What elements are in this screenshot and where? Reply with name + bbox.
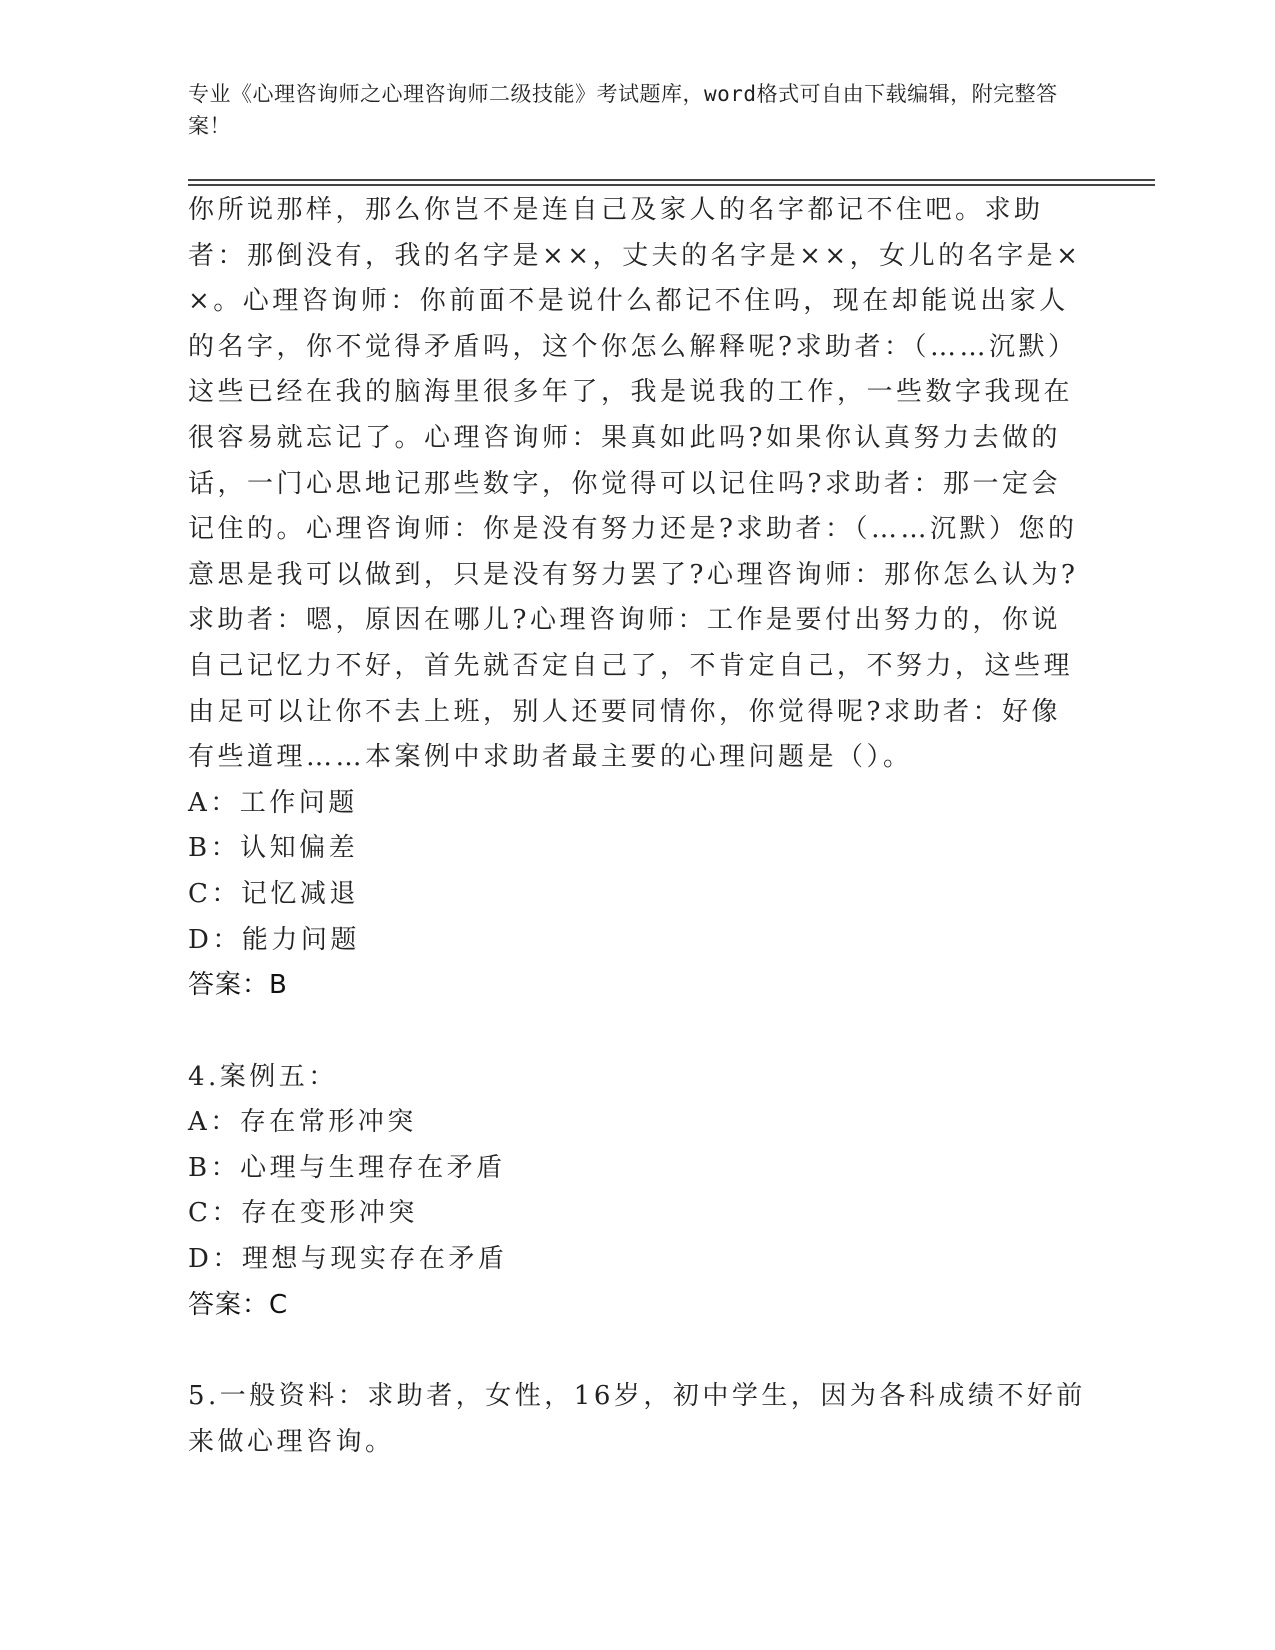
header-divider-bottom [188, 184, 1155, 186]
option-c: C：记忆减退 [188, 878, 359, 909]
option-d: D：理想与现实存在矛盾 [188, 1244, 508, 1275]
question-5 [188, 1374, 1088, 1465]
option-a: A：工作问题 [188, 787, 358, 818]
page-header: 专业《心理咨询师之心理咨询师二级技能》考试题库，word格式可自由下载编辑，附完整答案！ [188, 82, 1058, 138]
option-c: C：存在变形冲突 [188, 1198, 418, 1229]
question-3 [188, 188, 1088, 1009]
document-body [188, 188, 1088, 1465]
option-b: B：心理与生理存在矛盾 [188, 1152, 506, 1183]
answer: 答案：C [188, 1289, 289, 1320]
question-stem: 5.一般资料：求助者，女性，16岁，初中学生，因为各科成绩不好前来做心理咨询。 [188, 1381, 1086, 1457]
question-4 [188, 1055, 1088, 1329]
option-a: A：存在常形冲突 [188, 1107, 417, 1138]
spacer [188, 1009, 1088, 1055]
option-d: D：能力问题 [188, 924, 360, 955]
spacer [188, 1328, 1088, 1374]
header-divider-top [188, 179, 1155, 181]
question-stem: 4.案例五： [188, 1061, 338, 1092]
answer: 答案：B [188, 970, 288, 1001]
option-b: B：认知偏差 [188, 833, 359, 864]
question-stem: 你所说那样，那么你岂不是连自己及家人的名字都记不住吧。求助者：那倒没有，我的名字是××，丈夫的名字是××，女儿的名字是××。心理咨询师：你前面不是说什么都记不住吗，现在却能说出家人的名字，你不觉得矛盾吗，这个你怎么解释呢?求助者：（……沉默）这些已经在我的脑海里很多年了，我是说我的工作，一些数字我现在很容易就忘记了。心理咨询师：果真如此吗?如果你认真努力去做的话，一门心思地记那些数字，你觉得可以记住吗?求助者：那一定会记住的。心理咨询师：你是没有努力还是?求助者：（……沉默）您的意思是我可以做到，只是没有努力罢了?心理咨询师：那你怎么认为?求助者：嗯，原因在哪儿?心理咨询师：工作是要付出努力的，你说自己记忆力不好，首先就否定自己了，不肯定自己，不努力，这些理由足可以让你不去上班，别人还要同情你，你觉得呢?求助者：好像有些道理……本案例中求助者最主要的心理问题是（）。 [188, 195, 1082, 773]
